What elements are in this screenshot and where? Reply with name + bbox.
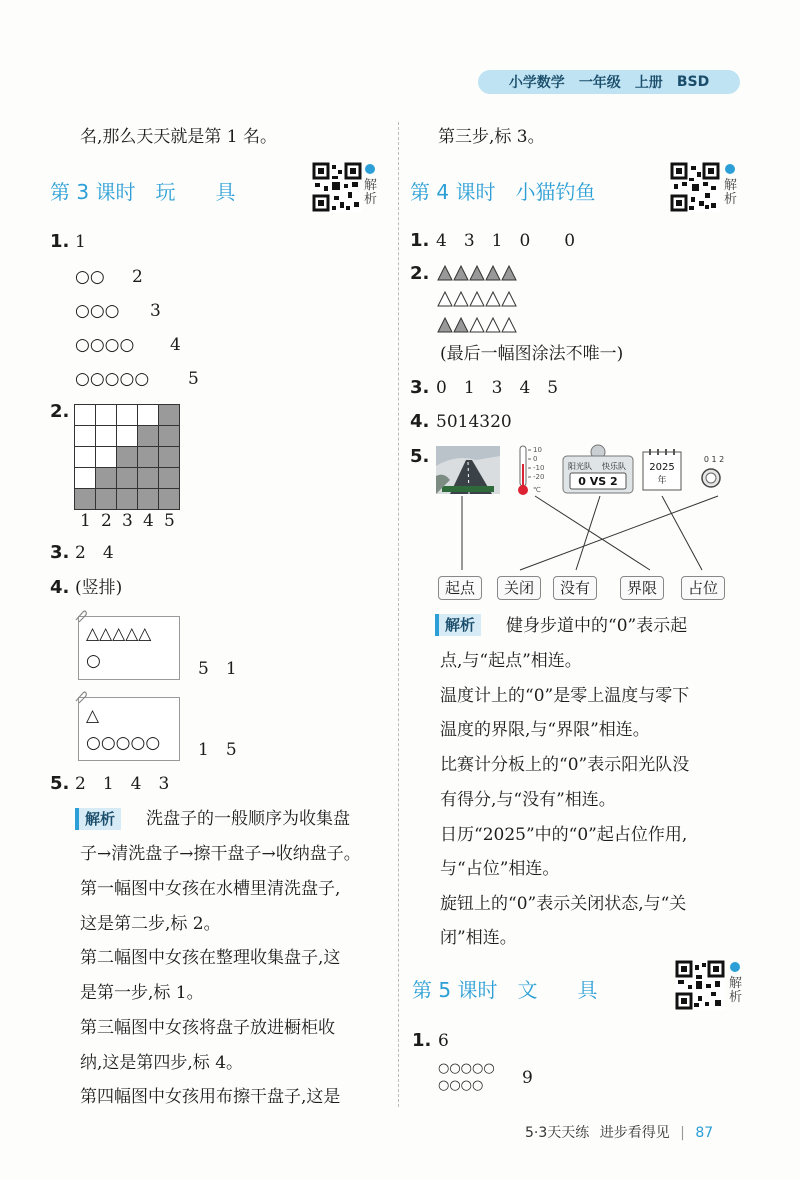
analysis-line: 第四幅图中女孩用布擦干盘子,这是	[80, 1087, 341, 1107]
answer-note: (竖排)	[75, 578, 123, 598]
calendar-year: 2025	[649, 462, 675, 473]
triangle-shaded	[438, 266, 452, 280]
circle-row-value: 4	[170, 335, 181, 355]
circle-row-value: 5	[188, 369, 199, 389]
paperclip-icon	[72, 689, 88, 705]
paperclip-icon	[72, 608, 88, 624]
footer-separator: |	[680, 1125, 685, 1141]
right-carry-line: 第三步,标 3。	[438, 127, 545, 147]
triangle	[470, 318, 484, 332]
grid-cell-shaded	[159, 489, 180, 510]
question-number: 4.	[50, 577, 70, 598]
qr-label: 解析	[724, 178, 738, 207]
page-footer	[525, 1122, 713, 1142]
grid-cell-shaded	[117, 489, 138, 510]
answer-values: 5 1	[198, 659, 237, 679]
question-number: 2.	[50, 401, 70, 422]
knob-picture	[696, 454, 732, 490]
triangle-shaded	[454, 266, 468, 280]
circle-row: ○	[86, 651, 101, 671]
answer-text: 6	[438, 1031, 449, 1051]
match-label: 关闭	[497, 576, 541, 600]
play-icon	[365, 164, 375, 174]
grid-axis-label: 1	[80, 511, 91, 531]
triangle	[502, 292, 516, 306]
knob-scale: 0 1 2	[703, 455, 725, 464]
grid-cell	[138, 405, 159, 426]
question-number: 4.	[410, 411, 430, 432]
grid-cell	[75, 405, 96, 426]
scoreboard-team1: 阳光队	[568, 462, 592, 471]
match-label: 占位	[681, 576, 725, 600]
answer-text: 2 1 4 3	[75, 774, 170, 794]
analysis-line: 日历“2025”中的“0”起占位作用,	[440, 825, 688, 845]
qr-code-icon[interactable]	[312, 162, 362, 212]
answer-value: 9	[522, 1068, 533, 1088]
grid-cell-shaded	[159, 405, 180, 426]
grid-axis-label: 4	[143, 511, 154, 531]
grid-cell-shaded	[75, 489, 96, 510]
play-icon	[725, 164, 735, 174]
grid-axis-label: 3	[122, 511, 133, 531]
page-header-band	[478, 70, 740, 94]
grid-cell-shaded	[117, 468, 138, 489]
thermo-tick: -10	[533, 464, 545, 472]
question-number: 3.	[410, 377, 430, 398]
footer-slogan: 进步看得见	[599, 1125, 670, 1141]
qr-code-icon[interactable]	[670, 162, 720, 212]
page-number: 87	[695, 1125, 714, 1141]
analysis-line: 闭”相连。	[440, 928, 517, 948]
analysis-line: 第一幅图中女孩在水槽里清洗盘子,	[80, 879, 341, 899]
analysis-line: 温度计上的“0”是零上温度与零下	[440, 686, 690, 706]
grid-cell-shaded	[96, 489, 117, 510]
circle-row: ○○○	[75, 301, 120, 321]
answer-text: 0 1 3 4 5	[436, 378, 559, 398]
question-number: 2.	[410, 263, 430, 284]
header-grade: 一年级	[578, 75, 621, 91]
analysis-line: 旋钮上的“0”表示关闭状态,与“关	[440, 894, 687, 914]
analysis-line: 有得分,与“没有”相连。	[440, 790, 616, 810]
grid-cell-shaded	[117, 447, 138, 468]
header-volume: 上册	[634, 75, 663, 91]
analysis-line: 洗盘子的一般顺序为收集盘	[146, 809, 350, 829]
triangle-shaded	[454, 318, 468, 332]
grid-cell	[117, 426, 138, 447]
triangle	[438, 292, 452, 306]
qr-code-icon[interactable]	[675, 960, 725, 1010]
match-line	[662, 496, 702, 570]
match-label: 界限	[620, 576, 664, 600]
analysis-line: 是第一步,标 1。	[80, 983, 204, 1003]
grid-cell-shaded	[96, 468, 117, 489]
analysis-line: 与“占位”相连。	[440, 859, 560, 879]
circle-row: ○○○○	[438, 1078, 484, 1093]
question-number: 3.	[50, 542, 70, 563]
circle-row: ○○○○	[75, 335, 135, 355]
calendar-unit: 年	[657, 476, 667, 486]
header-subject: 小学数学	[508, 75, 565, 91]
analysis-line: 纳,这是第四步,标 4。	[80, 1053, 244, 1073]
triangle	[470, 292, 484, 306]
triangle	[454, 292, 468, 306]
grid-axis-label: 5	[164, 511, 175, 531]
lesson5-title: 第 5 课时 文 具	[412, 978, 598, 1002]
shaded-grid	[74, 404, 180, 510]
circle-row: ○○	[75, 267, 105, 287]
analysis-line: 第三幅图中女孩将盘子放进橱柜收	[80, 1018, 335, 1038]
question-number: 1.	[412, 1030, 432, 1051]
answer-text: 2 4	[75, 543, 114, 563]
triangle-row: △	[86, 706, 100, 726]
calendar-picture	[642, 448, 682, 492]
column-divider	[398, 122, 399, 1107]
lesson4-title: 第 4 课时 小猫钓鱼	[410, 180, 596, 204]
grid-cell	[75, 447, 96, 468]
analysis-line: 子→清洗盘子→擦干盘子→收纳盘子。	[80, 844, 361, 864]
grid-cell-shaded	[159, 426, 180, 447]
scoreboard-team2: 快乐队	[602, 462, 626, 471]
qr-label: 解析	[729, 976, 743, 1005]
analysis-line: 健身步道中的“0”表示起	[506, 616, 688, 636]
circle-row-value: 3	[150, 301, 161, 321]
match-line	[535, 496, 650, 570]
play-icon	[730, 962, 740, 972]
thermometer-picture	[514, 444, 556, 496]
triangle-shaded	[470, 266, 484, 280]
grid-cell-shaded	[138, 447, 159, 468]
grid-cell	[75, 468, 96, 489]
match-label: 起点	[438, 576, 482, 600]
analysis-badge: 解析	[435, 614, 481, 636]
triangle	[486, 292, 500, 306]
triangle	[502, 318, 516, 332]
answer-values: 1 5	[198, 740, 237, 760]
grid-cell-shaded	[138, 489, 159, 510]
answer-text: 1	[75, 232, 86, 252]
triangle	[486, 318, 500, 332]
grid-cell-shaded	[138, 426, 159, 447]
question-number: 1.	[410, 230, 430, 251]
qr-label: 解析	[364, 178, 378, 207]
grid-axis-label: 2	[101, 511, 112, 531]
grid-cell	[117, 405, 138, 426]
matching-lines	[430, 490, 750, 575]
thermo-tick: -20	[533, 473, 545, 481]
analysis-line: 点,与“起点”相连。	[440, 651, 582, 671]
header-edition: BSD	[676, 74, 710, 90]
triangle-row: △△△△△	[86, 624, 152, 644]
thermo-tick: 10	[533, 446, 542, 454]
grid-cell-shaded	[159, 468, 180, 489]
triangle-shaded	[502, 266, 516, 280]
analysis-badge: 解析	[75, 808, 121, 830]
lesson3-title: 第 3 课时 玩 具	[50, 180, 236, 204]
circle-row: ○○○○○	[438, 1061, 495, 1076]
footer-brand: 5·3天天练	[525, 1125, 590, 1141]
circle-row: ○○○○○	[86, 733, 161, 753]
grid-cell-shaded	[159, 447, 180, 468]
question-number: 5.	[410, 446, 430, 467]
triangle-shaded	[486, 266, 500, 280]
answer-text: 5014320	[436, 412, 512, 432]
grid-cell	[96, 426, 117, 447]
answer-note: (最后一幅图涂法不唯一)	[440, 344, 624, 364]
question-number: 5.	[50, 773, 70, 794]
analysis-line: 这是第二步,标 2。	[80, 914, 221, 934]
grid-cell	[96, 405, 117, 426]
fitness-path-picture	[436, 446, 500, 494]
triangle-shaded	[438, 318, 452, 332]
question-number: 1.	[50, 231, 70, 252]
scoreboard-score: 0 VS 2	[578, 475, 618, 488]
match-line	[576, 496, 600, 570]
grid-cell-shaded	[138, 468, 159, 489]
left-carry-line: 名,那么天天就是第 1 名。	[80, 127, 278, 147]
thermo-tick: 0	[533, 455, 538, 463]
match-label: 没有	[553, 576, 597, 600]
scoreboard-picture	[562, 444, 634, 494]
thermo-tick: ℃	[533, 486, 541, 494]
circle-row-value: 2	[132, 267, 143, 287]
analysis-line: 比赛计分板上的“0”表示阳光队没	[440, 755, 690, 775]
analysis-line: 第二幅图中女孩在整理收集盘子,这	[80, 948, 341, 968]
answer-text: 4 3 1 0 0	[436, 231, 576, 251]
match-line	[520, 496, 718, 570]
analysis-line: 温度的界限,与“界限”相连。	[440, 720, 650, 740]
triangle-rows	[436, 263, 526, 335]
circle-row: ○○○○○	[75, 369, 150, 389]
grid-cell	[96, 447, 117, 468]
grid-cell	[75, 426, 96, 447]
